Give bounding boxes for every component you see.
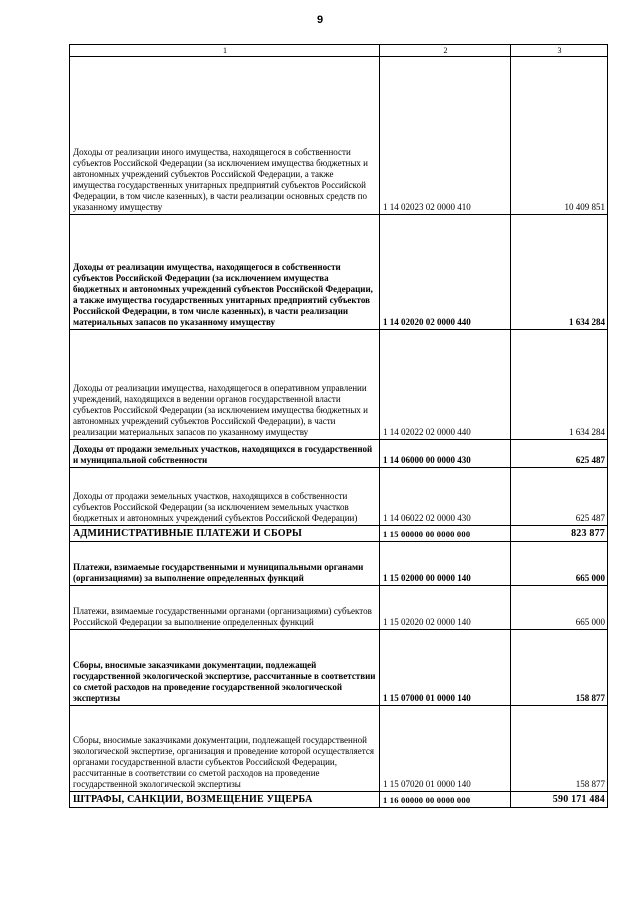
row-description: Доходы от реализации имущества, находящегося в оперативном управлении учреждений, находящихся в ведении органов государственной власти субъектов Российской Федерации (за исключением имущества бюджетных и автономных учреждений субъектов Российской Федерации), в части реализации материальных запасов по указанному имуществу [70,330,380,440]
table-row [70,440,608,468]
row-code: 1 15 00000 00 0000 000 [380,526,511,542]
row-amount: 665 000 [511,586,608,630]
revenue-table [69,44,608,808]
column-header-3: 3 [511,45,608,57]
row-code: 1 14 02020 02 0000 440 [380,215,511,330]
table-row [70,215,608,330]
table-row [70,468,608,526]
row-code: 1 15 07020 01 0000 140 [380,706,511,792]
row-amount: 665 000 [511,542,608,586]
row-amount: 1 634 284 [511,215,608,330]
row-code: 1 14 02023 02 0000 410 [380,57,511,215]
row-description: Платежи, взимаемые государственными и муниципальными органами (организациями) за выполнение определенных функций [70,542,380,586]
row-code: 1 15 07000 01 0000 140 [380,630,511,706]
table-row [70,526,608,542]
row-amount: 1 634 284 [511,330,608,440]
row-amount: 158 877 [511,630,608,706]
table-row [70,330,608,440]
row-description: Платежи, взимаемые государственными органами (организациями) субъектов Российской Федерации за выполнение определенных функций [70,586,380,630]
table-row [70,706,608,792]
table-row [70,57,608,215]
row-description: Доходы от продажи земельных участков, находящихся в государственной и муниципальной собственности [70,440,380,468]
column-header-1: 1 [70,45,380,57]
column-header-2: 2 [380,45,511,57]
row-description: АДМИНИСТРАТИВНЫЕ ПЛАТЕЖИ И СБОРЫ [70,526,380,542]
row-code: 1 15 02020 02 0000 140 [380,586,511,630]
row-description: ШТРАФЫ, САНКЦИИ, ВОЗМЕЩЕНИЕ УЩЕРБА [70,792,380,808]
table-row [70,792,608,808]
row-code: 1 15 02000 00 0000 140 [380,542,511,586]
row-amount: 823 877 [511,526,608,542]
row-description: Доходы от реализации имущества, находящегося в собственности субъектов Российской Федерации (за исключением имущества бюджетных и автономных учреждений субъектов Российской Федерации, а также имущества государственных унитарных предприятий субъектов Российской Федерации, в том числе казенных), в части реализации материальных запасов по указанному имуществу [70,215,380,330]
row-code: 1 14 06022 02 0000 430 [380,468,511,526]
row-amount: 625 487 [511,468,608,526]
row-description: Доходы от реализации иного имущества, находящегося в собственности субъектов Российской Федерации (за исключением имущества бюджетных и автономных учреждений субъектов Российской Федерации, а также имущества государственных унитарных предприятий субъектов Российской Федерации, в том числе казенных), в части реализации основных средств по указанному имуществу [70,57,380,215]
row-description: Сборы, вносимые заказчиками документации, подлежащей государственной экологической экспертизе, организация и проведение которой осуществляется органами государственной власти субъектов Российской Федерации, рассчитанные в соответствии со сметой расходов на проведение государственной экологической экспертизы [70,706,380,792]
table-row [70,542,608,586]
row-description: Сборы, вносимые заказчиками документации, подлежащей государственной экологической экспертизе, рассчитанные в соответствии со сметой расходов на проведение государственной экологической экспертизы [70,630,380,706]
page-number: 9 [316,14,324,26]
row-description: Доходы от продажи земельных участков, находящихся в собственности субъектов Российской Федерации (за исключением земельных участков бюджетных и автономных учреждений субъектов Российской Федерации) [70,468,380,526]
row-code: 1 16 00000 00 0000 000 [380,792,511,808]
table-header-row [70,45,608,57]
row-code: 1 14 02022 02 0000 440 [380,330,511,440]
row-amount: 10 409 851 [511,57,608,215]
table-row [70,630,608,706]
row-amount: 590 171 484 [511,792,608,808]
row-code: 1 14 06000 00 0000 430 [380,440,511,468]
row-amount: 625 487 [511,440,608,468]
table-row [70,586,608,630]
row-amount: 158 877 [511,706,608,792]
